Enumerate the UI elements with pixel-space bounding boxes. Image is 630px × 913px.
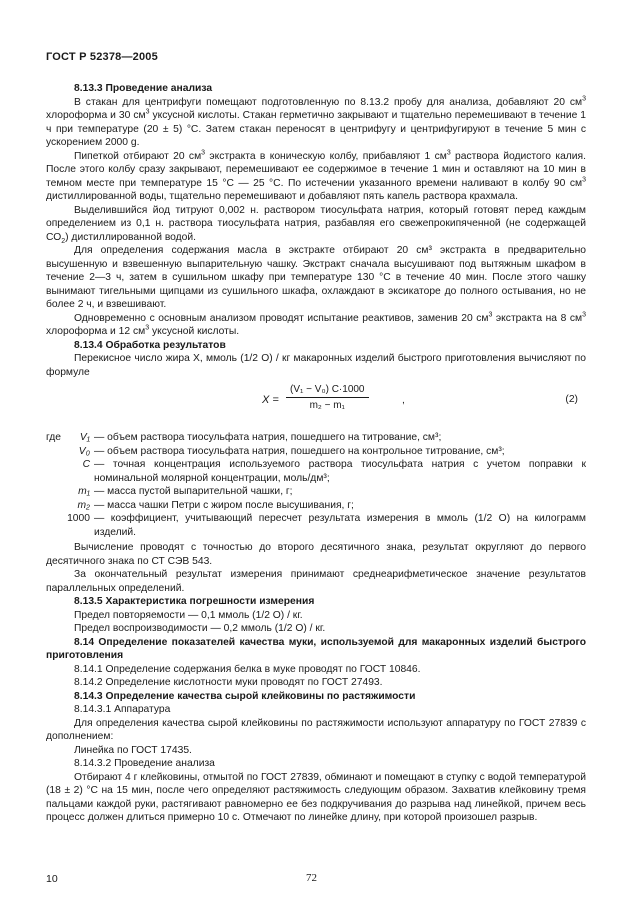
where-label: где [46,432,62,443]
paragraph: Линейка по ГОСТ 17435. [74,744,192,756]
definition-row [46,458,586,485]
definition-text: — коэффициент, учитывающий пересчет результата измерения в ммоль (1/2 О) на килограмм изделий. [94,513,586,538]
definition-row [46,485,586,499]
page-number-center: 72 [306,872,317,884]
paragraph: За окончательный результат измерения принимают среднеарифметическое значение результатов параллельных определений. [46,569,586,594]
definition-symbol: С [82,459,90,470]
definition-row [46,499,586,513]
definition-text: — точная концентрация используемого раствора тиосульфата натрия с учетом поправки к номинальной молярной концентрации, моль/дм³; [94,459,586,484]
paragraph: Отбирают 4 г клейковины, отмытой по ГОСТ 27839, обминают и помещают в ступку с водой температурой (18 ± 2) °С на 15 мин, после чего определяют растяжимость следующим образом. Захватив клейковину тремя пальцами каждой руки, растягивают равномерно ее без подкручивания до разрыва над линейкой, причем весь процесс должен длиться примерно 10 с. Отмечают по линейке длину, при которой произошел разрыв. [46,771,586,823]
paragraph: Предел повторяемости — 0,1 ммоль (1/2 О) / кг. [74,609,303,621]
definition-symbol: V₁ [79,432,90,443]
section-8-13-3-title: 8.13.3 Проведение анализа [74,83,213,94]
formula-lhs: X = [262,394,279,406]
document-body [46,82,586,825]
page-number-left: 10 [46,873,58,885]
definition-row [46,445,586,459]
definition-text: — объем раствора тиосульфата натрия, пошедшего на титрование, см³; [94,432,442,443]
section-8-14-3-title: 8.14.3 Определение качества сырой клейковины по растяжимости [74,690,416,702]
definition-text: — объем раствора тиосульфата натрия, пошедшего на контрольное титрование, см³; [94,445,505,457]
subsection-title: 8.14.3.1 Аппаратура [74,704,171,715]
formula-numerator: (V₁ − V₀) C·1000 [286,383,369,398]
definition-row [46,512,586,539]
paragraph: Одновременно с основным анализом проводят испытание реактивов, заменив 20 $см^3$ экстракта на 8 $см^3$ хлороформа и 12 $см^3$ уксусной кислоты. [46,311,586,337]
section-8-13-4-title: 8.13.4 Обработка результатов [74,339,226,351]
paragraph: Пипеткой отбирают 20 $см^3$ экстракта в коническую колбу, прибавляют 1 $см^3$ раствора йодистого калия. После этого колбу сразу закрывают, перемешивают ее содержимое в течение 1 мин и оставляют на 10 мин в темном месте при температуре 15 °С — 25 °С. По истечении указанного времени наливают в колбу 90 $см^3$ дистиллированной воды, тщательно перемешивают и добавляют пять капель раствора крахмала. [46,149,586,202]
section-8-13-5-title: 8.13.5 Характеристика погрешности измерения [74,596,315,607]
definition-text: — масса чашки Петри с жиром после высушивания, г; [94,499,354,511]
definition-symbol: V₀ [78,445,90,457]
paragraph: 8.14.2 Определение кислотности муки проводят по ГОСТ 27493. [74,677,383,688]
section-8-14-title: 8.14 Определение показателей качества муки, используемой для макаронных изделий быстрого приготовления [46,636,586,661]
paragraph: Для определения качества сырой клейковины по растяжимости используют аппаратуру по ГОСТ 27839 с дополнением: [46,717,586,742]
formula-denominator: m₂ − m₁ [309,399,345,411]
formula-fraction [286,383,369,412]
subsection-title: 8.14.3.2 Проведение анализа [74,758,215,769]
formula-2 [46,383,586,427]
definition-symbol: m₁ [78,486,90,497]
symbol-definitions [46,431,586,539]
paragraph: Выделившийся йод титруют 0,002 н. раствором тиосульфата натрия, который готовят перед каждым определением из 0,1 н. раствора тиосульфата натрия, разбавляя его свежепрокипяченной (не содержащей $СО_2$) дистиллированной водой. [46,204,586,245]
formula-number: (2) [565,394,578,405]
definition-text: — масса пустой выпарительной чашки, г; [94,486,293,497]
paragraph: Предел воспроизводимости — 0,2 ммоль (1/2 О) / кг. [74,623,326,634]
definition-row [46,431,586,445]
definition-symbol: m₂ [77,499,90,511]
paragraph: Вычисление проводят с точностью до второго десятичного знака, результат округляют до первого десятичного знака по СТ СЭВ 543. [46,542,586,567]
paragraph: Перекисное число жира X, ммоль (1/2 О) / кг макаронных изделий быстрого приготовления вычисляют по формуле [46,353,586,378]
paragraph: 8.14.1 Определение содержания белка в муке проводят по ГОСТ 10846. [74,663,421,675]
paragraph: Для определения содержания масла в экстракте отбирают 20 см³ экстракта в предварительно высушенную и взвешенную выпарительную чашку. Экстракт сначала высушивают под вытяжным шкафом в течение 2—3 ч, затем в сушильном шкафу при температуре 130 °С в течение 40 мин. После этого чашку вынимают тигельными щипцами из сушильного шкафа, охлаждают в эксикаторе до полного остывания, но не более 2 ч, и взвешивают. [46,245,586,310]
paragraph: В стакан для центрифуги помещают подготовленную по 8.13.2 пробу для анализа, добавляют 20 $см^3$ хлороформа и 30 $см^3$ уксусной кислоты. Стакан герметично закрывают и тщательно перемешивают в течение 1 ч при температуре (20 ± 5) °С. Затем стакан переносят в центрифугу и центрифугируют в течение 5 мин с ускорением 2000 g. [46,95,586,148]
definition-symbol: 1000 [67,513,90,524]
document-header: ГОСТ Р 52378—2005 [46,51,158,63]
formula-trail: , [402,395,405,406]
